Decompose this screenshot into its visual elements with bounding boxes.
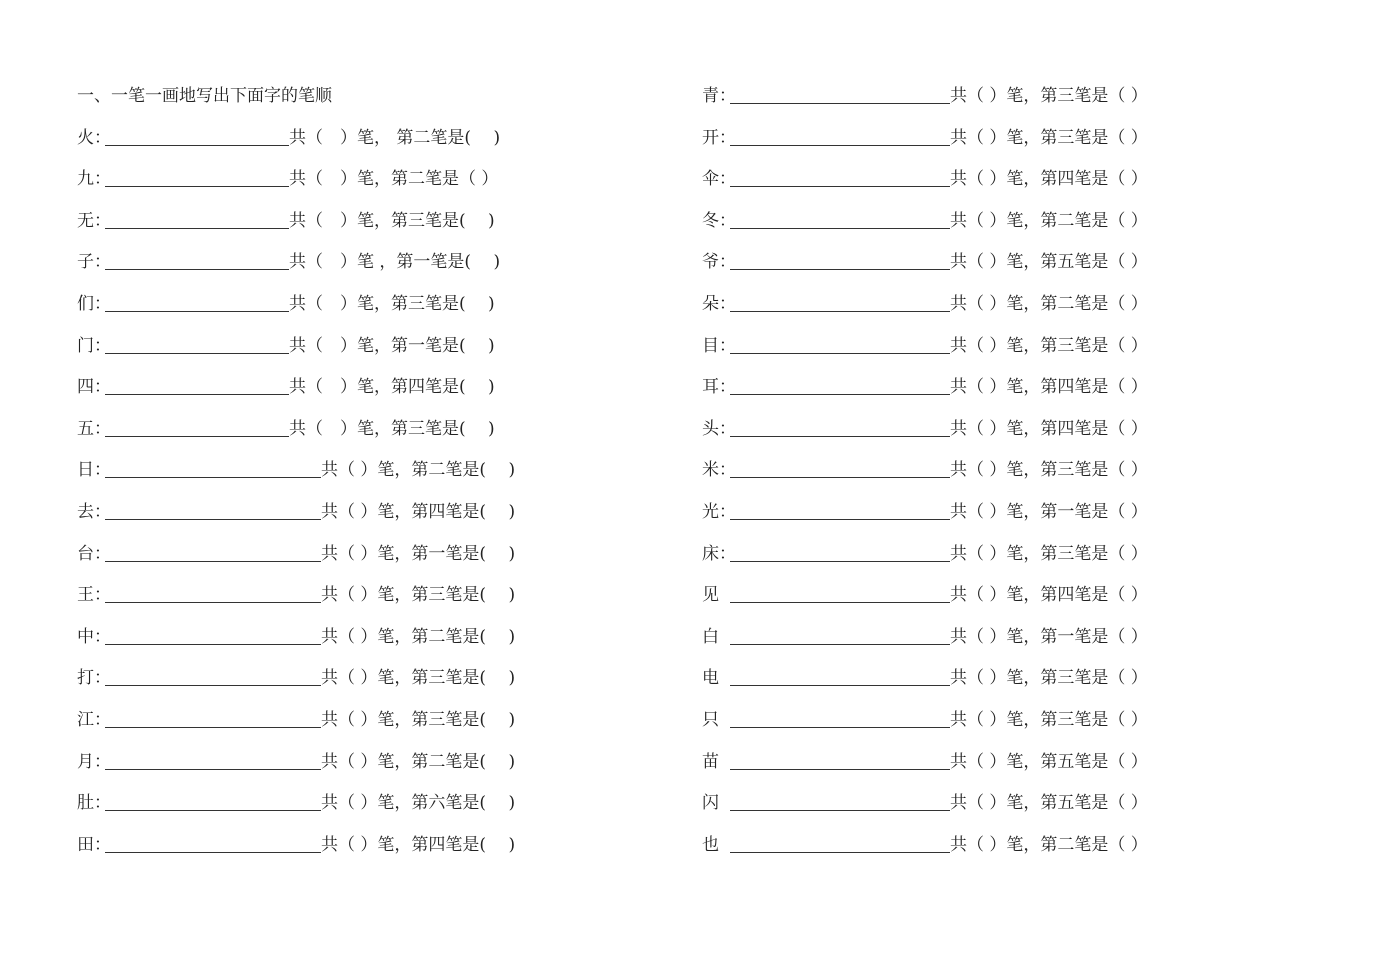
exercise-character: 头： <box>702 418 736 439</box>
stroke-order-answer-line[interactable] <box>730 543 950 562</box>
stroke-order-answer-line[interactable] <box>730 335 950 354</box>
stroke-count-question: 共（ ）笔，第三笔是( ) <box>321 585 516 606</box>
stroke-order-answer-line[interactable] <box>105 376 289 395</box>
exercise-character: 闪 <box>702 793 719 814</box>
exercise-row <box>702 791 1148 815</box>
exercise-row <box>77 126 500 150</box>
exercise-character: 日： <box>77 460 111 481</box>
stroke-count-question: 共（ ）笔，第一笔是( ) <box>321 543 516 564</box>
stroke-count-question: 共（ ）笔，第三笔是（ ） <box>950 710 1148 730</box>
stroke-count-question: 共（ ）笔，第四笔是（ ） <box>950 377 1148 398</box>
stroke-order-answer-line[interactable] <box>730 376 950 395</box>
exercise-row <box>702 292 1148 316</box>
exercise-row <box>77 583 515 607</box>
stroke-order-answer-line[interactable] <box>105 459 321 478</box>
exercise-character: 爷： <box>702 252 736 273</box>
stroke-count-question: 共（ ）笔，第五笔是（ ） <box>950 751 1148 772</box>
stroke-count-question: 共（ ）笔，第三笔是（ ） <box>950 668 1148 689</box>
stroke-count-question: 共（ ）笔 ，第一笔是( ) <box>289 252 501 273</box>
stroke-order-answer-line[interactable] <box>105 251 289 270</box>
stroke-order-answer-line[interactable] <box>730 751 950 770</box>
exercise-character: 只 <box>702 710 719 730</box>
stroke-count-question: 共（ ）笔，第二笔是（ ） <box>950 210 1148 231</box>
stroke-order-answer-line[interactable] <box>105 293 289 312</box>
stroke-order-answer-line[interactable] <box>730 834 950 853</box>
exercise-character: 苗 <box>702 751 719 772</box>
stroke-count-question: 共（ ）笔，第二笔是( ) <box>321 751 516 772</box>
stroke-order-answer-line[interactable] <box>105 168 289 187</box>
stroke-order-answer-line[interactable] <box>105 335 289 354</box>
stroke-count-question: 共（ ）笔，第五笔是（ ） <box>950 252 1148 273</box>
stroke-order-answer-line[interactable] <box>105 501 321 520</box>
stroke-order-answer-line[interactable] <box>105 709 321 728</box>
exercise-character: 见 <box>702 585 719 606</box>
stroke-order-answer-line[interactable] <box>730 626 950 645</box>
stroke-count-question: 共（ ）笔，第三笔是（ ） <box>950 335 1148 356</box>
stroke-order-answer-line[interactable] <box>730 709 950 728</box>
page-title: 一、一笔一画地写出下面字的笔顺 <box>77 86 332 106</box>
exercise-character: 光： <box>702 502 736 522</box>
exercise-row <box>702 209 1148 233</box>
stroke-count-question: 共（ ）笔，第三笔是( ) <box>289 418 495 439</box>
exercise-row <box>702 833 1148 857</box>
exercise-row <box>702 666 1148 690</box>
stroke-count-question: 共（ ）笔，第四笔是( ) <box>321 502 516 522</box>
exercise-row <box>702 542 1148 566</box>
stroke-order-answer-line[interactable] <box>105 418 289 437</box>
exercise-row <box>77 375 495 399</box>
exercise-character: 九： <box>77 169 111 190</box>
stroke-order-answer-line[interactable] <box>105 127 289 146</box>
stroke-order-answer-line[interactable] <box>105 543 321 562</box>
exercise-character: 耳： <box>702 377 736 398</box>
exercise-row <box>77 458 515 482</box>
exercise-row <box>77 334 495 358</box>
stroke-order-answer-line[interactable] <box>730 584 950 603</box>
exercise-character: 江： <box>77 710 111 730</box>
exercise-character: 青： <box>702 86 736 106</box>
exercise-character: 打： <box>77 668 111 689</box>
exercise-character: 电 <box>702 668 719 689</box>
exercise-character: 月： <box>77 751 111 772</box>
exercise-character: 火： <box>77 127 111 148</box>
exercise-character: 子： <box>77 252 111 273</box>
stroke-count-question: 共（ ）笔，第二笔是（ ） <box>950 294 1148 314</box>
stroke-order-answer-line[interactable] <box>730 418 950 437</box>
stroke-count-question: 共（ ）笔，第二笔是（ ） <box>950 834 1148 855</box>
exercise-character: 米： <box>702 460 736 481</box>
exercise-row <box>702 708 1148 732</box>
exercise-character: 门： <box>77 335 111 356</box>
exercise-character: 去： <box>77 502 111 522</box>
exercise-character: 五： <box>77 418 111 439</box>
stroke-order-answer-line[interactable] <box>730 667 950 686</box>
exercise-row <box>77 292 495 316</box>
stroke-count-question: 共（ ）笔，第三笔是（ ） <box>950 86 1148 106</box>
exercise-row <box>77 833 515 857</box>
exercise-row <box>702 167 1148 191</box>
stroke-count-question: 共（ ）笔，第五笔是（ ） <box>950 793 1148 814</box>
exercise-row <box>77 250 500 274</box>
exercise-character: 们： <box>77 294 111 314</box>
exercise-row <box>77 750 515 774</box>
exercise-character: 四： <box>77 377 111 398</box>
stroke-count-question: 共（ ）笔，第四笔是（ ） <box>950 169 1148 190</box>
stroke-count-question: 共（ ）笔，第三笔是（ ） <box>950 127 1148 148</box>
exercise-character: 冬： <box>702 210 736 231</box>
exercise-row <box>702 126 1148 150</box>
exercise-row <box>77 708 515 732</box>
stroke-count-question: 共（ ）笔，第三笔是( ) <box>289 294 495 314</box>
exercise-character: 中： <box>77 626 111 647</box>
stroke-order-answer-line[interactable] <box>105 667 321 686</box>
stroke-count-question: 共（ ）笔，第四笔是（ ） <box>950 585 1148 606</box>
stroke-order-answer-line[interactable] <box>730 293 950 312</box>
exercise-character: 王： <box>77 585 111 606</box>
exercise-row <box>702 750 1148 774</box>
exercise-row <box>77 417 495 441</box>
stroke-count-question: 共（ ）笔，第一笔是( ) <box>289 335 495 356</box>
exercise-row <box>77 791 515 815</box>
exercise-row <box>77 542 515 566</box>
stroke-count-question: 共（ ）笔，第三笔是( ) <box>289 210 495 231</box>
stroke-order-answer-line[interactable] <box>105 751 321 770</box>
exercise-character: 朵： <box>702 294 736 314</box>
stroke-count-question: 共（ ）笔，第三笔是( ) <box>321 668 516 689</box>
exercise-row <box>77 500 515 524</box>
exercise-row <box>702 500 1148 524</box>
stroke-order-answer-line[interactable] <box>730 792 950 811</box>
stroke-count-question: 共（ ）笔，第三笔是（ ） <box>950 543 1148 564</box>
stroke-count-question: 共（ ）笔，第四笔是（ ） <box>950 418 1148 439</box>
stroke-order-answer-line[interactable] <box>730 459 950 478</box>
exercise-character: 开： <box>702 127 736 148</box>
stroke-count-question: 共（ ）笔，第一笔是（ ） <box>950 502 1148 522</box>
stroke-order-answer-line[interactable] <box>730 85 950 104</box>
exercise-row <box>702 417 1148 441</box>
exercise-row <box>77 625 515 649</box>
exercise-row <box>702 84 1148 108</box>
stroke-count-question: 共（ ）笔， 第二笔是( ) <box>289 127 501 148</box>
stroke-count-question: 共（ ）笔，第二笔是( ) <box>321 626 516 647</box>
exercise-character: 无： <box>77 210 111 231</box>
exercise-character: 田： <box>77 834 111 855</box>
stroke-count-question: 共（ ）笔，第三笔是( ) <box>321 710 516 730</box>
stroke-order-answer-line[interactable] <box>730 251 950 270</box>
exercise-row <box>77 209 495 233</box>
exercise-character: 床： <box>702 543 736 564</box>
exercise-character: 也 <box>702 834 719 855</box>
stroke-count-question: 共（ ）笔，第四笔是( ) <box>321 834 516 855</box>
exercise-row <box>77 167 498 191</box>
stroke-order-answer-line[interactable] <box>105 584 321 603</box>
exercise-row <box>702 334 1148 358</box>
stroke-count-question: 共（ ）笔，第三笔是（ ） <box>950 460 1148 481</box>
exercise-row <box>702 583 1148 607</box>
exercise-row <box>702 625 1148 649</box>
stroke-count-question: 共（ ）笔，第二笔是( ) <box>321 460 516 481</box>
stroke-order-answer-line[interactable] <box>730 127 950 146</box>
stroke-order-answer-line[interactable] <box>730 501 950 520</box>
stroke-order-answer-line[interactable] <box>105 626 321 645</box>
exercise-character: 肚： <box>77 793 111 814</box>
exercise-row <box>702 458 1148 482</box>
stroke-count-question: 共（ ）笔，第二笔是（ ） <box>289 169 499 190</box>
stroke-order-answer-line[interactable] <box>105 792 321 811</box>
stroke-order-answer-line[interactable] <box>105 834 321 853</box>
exercise-row <box>702 250 1148 274</box>
exercise-row <box>77 666 515 690</box>
exercise-character: 目： <box>702 335 736 356</box>
stroke-order-answer-line[interactable] <box>105 210 289 229</box>
stroke-order-answer-line[interactable] <box>730 168 950 187</box>
stroke-count-question: 共（ ）笔，第四笔是( ) <box>289 377 495 398</box>
stroke-count-question: 共（ ）笔，第六笔是( ) <box>321 793 516 814</box>
exercise-character: 伞： <box>702 169 736 190</box>
stroke-count-question: 共（ ）笔，第一笔是（ ） <box>950 626 1148 647</box>
stroke-order-answer-line[interactable] <box>730 210 950 229</box>
exercise-character: 白 <box>702 626 719 647</box>
exercise-character: 台： <box>77 543 111 564</box>
exercise-row <box>702 375 1148 399</box>
